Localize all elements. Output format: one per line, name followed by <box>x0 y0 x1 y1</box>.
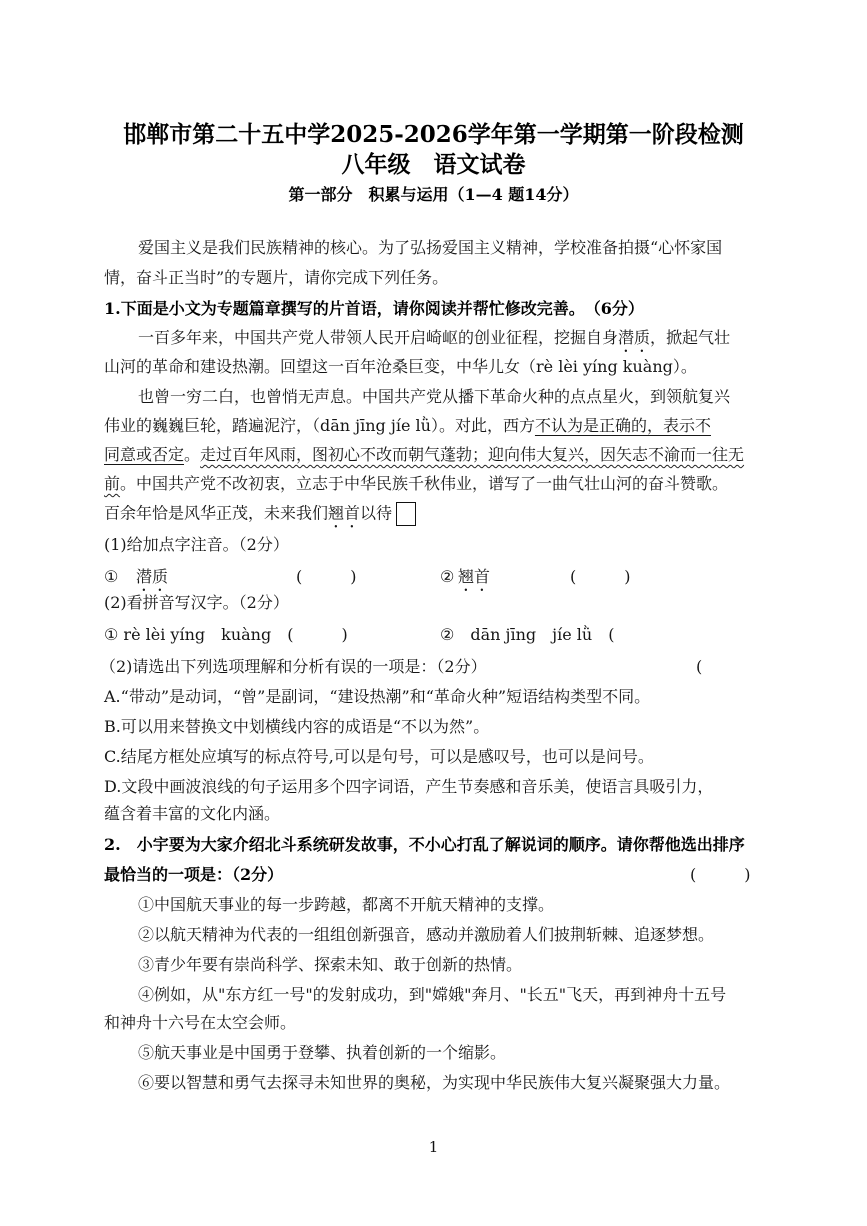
passage-text: 以待 <box>360 503 393 523</box>
q2-stem-line-1: 2. 小宇要为大家介绍北斗系统研发故事，不小心打乱了解说词的顺序。请你帮他选出排序 <box>104 835 745 854</box>
passage-text: 伟业的巍巍巨轮，踏遍泥泞，（dān jīng jíe lǜ）。对此，西方 <box>104 416 535 435</box>
passage-line-6 <box>104 473 784 495</box>
exam-title: 邯郸市第二十五中学2025-2026学年第一学期第一阶段检测 <box>123 121 744 148</box>
q2-stem-line-2: 最恰当的一项是：（2分） <box>104 865 284 884</box>
exam-subtitle: 八年级 语文试卷 <box>341 151 526 178</box>
underlined-phrase-end: 同意或否定 <box>104 445 185 464</box>
passage-line-2: 山河的革命和建设热潮。回望这一百年沧桑巨变，中华儿女（rè lèi yíng kuàng）。 <box>104 357 697 376</box>
q2-item-cont: 和神舟十六号在太空会师。 <box>104 1013 297 1032</box>
passage-text: 一百多年来，中国共产党人带领人民开启崎岖的创业征程，挖掘自身 <box>138 328 619 347</box>
sub1-item1-word: 潜质 <box>136 567 169 586</box>
passage-text: 百余年恰是风华正茂，未来我们 <box>104 503 329 523</box>
punctuation-answer-box[interactable] <box>396 502 416 526</box>
sub2-label: (2)看拼音写汉字。（2分） <box>104 593 289 612</box>
intro-line-2: 情，奋斗正当时”的专题片，请你完成下列任务。 <box>104 268 449 287</box>
q2-item: ②以航天精神为代表的一组组创新强音，感动并激励着人们披荆斩棘、追逐梦想。 <box>138 925 715 944</box>
option-d: D.文段中画波浪线的句子运用多个四字词语，产生节奏感和音乐美，使语言具吸引力， <box>104 777 714 796</box>
dotted-word-qianzhi: 潜质 <box>618 328 651 347</box>
q2-item: ③青少年要有崇尚科学、探索未知、敢于创新的热情。 <box>138 955 523 974</box>
q2-item: ④例如，从"东方红一号"的发射成功，到"嫦娥"奔月、"长五"飞天，再到神舟十五号 <box>138 985 727 1004</box>
page-number: 1 <box>428 1138 439 1156</box>
sub2-item1[interactable]: ① rè lèi yíng kuàng ( ) <box>104 625 348 644</box>
sub3-answer-paren[interactable]: ( <box>696 657 703 676</box>
q1-stem: 1.下面是小文为专题篇章撰写的片首语，请你阅读并帮忙修改完善。 （6分） <box>104 299 644 318</box>
sub2-item2[interactable]: ② dān jīng jíe lǜ ( <box>440 625 615 644</box>
underlined-phrase: 不认为是正确的，表示不 <box>534 416 711 435</box>
q2-item: ⑥要以智慧和勇气去探寻未知世界的奥秘，为实现中华民族伟大复兴凝聚强大力量。 <box>138 1073 731 1092</box>
dotted-word-qiaoshou: 翘首 <box>328 503 361 523</box>
wavy-underlined-sentence: 走过百年风雨，图初心不改而朝气蓬勃；迎向伟大复兴，因矢志不渝而一往无 <box>200 445 745 464</box>
sub1-item1-answer[interactable]: ( ) <box>296 567 357 586</box>
sub1-item2-answer[interactable]: ( ) <box>570 567 631 586</box>
option-a: A.“带动”是动词，“曾”是副词，“建设热潮”和“革命火种”短语结构类型不同。 <box>104 687 651 706</box>
option-d-cont: 蕴含着丰富的文化内涵。 <box>104 804 281 823</box>
passage-line-4 <box>104 415 784 437</box>
sub1-item2-num: ② <box>440 567 455 586</box>
section-heading: 第一部分 积累与运用（1—4 题14分） <box>288 185 579 204</box>
passage-line-1 <box>138 327 778 356</box>
sub1-item1-num: ① <box>104 567 119 586</box>
option-b: B.可以用来替换文中划横线内容的成语是“不以为然”。 <box>104 717 490 736</box>
passage-line-5 <box>104 444 784 466</box>
q2-answer-paren[interactable]: ( ) <box>690 865 751 884</box>
intro-line-1: 爱国主义是我们民族精神的核心。为了弘扬爱国主义精神，学校准备拍摄“心怀家国 <box>138 238 723 257</box>
q2-item: ⑤航天事业是中国勇于登攀、执着创新的一个缩影。 <box>138 1043 507 1062</box>
sub3-label: （2)请选出下列选项理解和分析有误的一项是：（2分） <box>100 657 487 676</box>
q2-item: ①中国航天事业的每一步跨越，都离不开航天精神的支撑。 <box>138 895 555 914</box>
wavy-underlined-end: 前 <box>104 474 121 493</box>
passage-line-7 <box>104 502 784 532</box>
passage-text: 。中国共产党不改初衷，立志于中华民族千秋伟业，谱写了一曲气壮山河的奋斗赞歌。 <box>120 474 729 493</box>
passage-text: 。 <box>184 445 201 464</box>
sub1-item2-word: 翘首 <box>458 567 491 586</box>
passage-text: ，掀起气壮 <box>650 328 731 347</box>
sub1-label: (1)给加点字注音。（2分） <box>104 535 289 554</box>
passage-line-3: 也曾一穷二白，也曾悄无声息。中国共产党从播下革命火种的点点星火，到领航复兴 <box>138 387 731 406</box>
option-c: C.结尾方框处应填写的标点符号,可以是句号，可以是感叹号，也可以是问号。 <box>104 747 654 766</box>
